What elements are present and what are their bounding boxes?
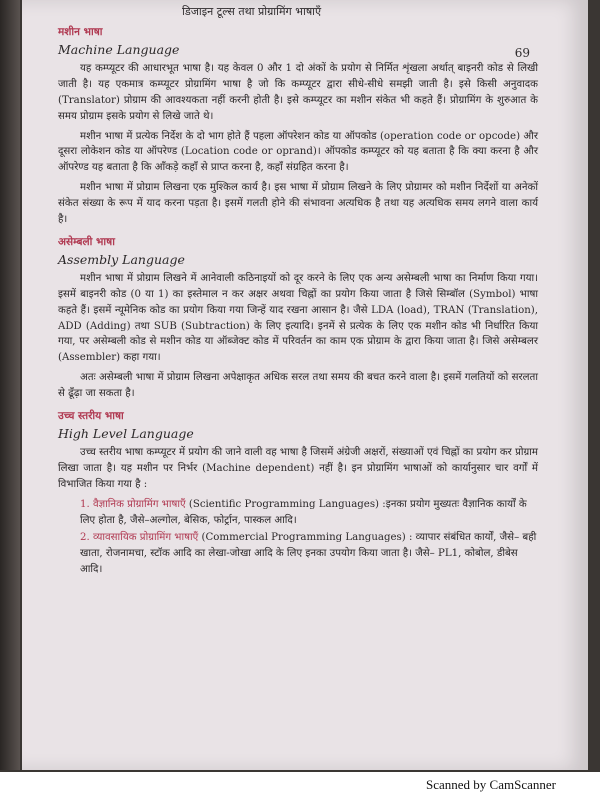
section-hindi-title: मशीन भाषा bbox=[58, 26, 103, 38]
paragraph: यह कम्प्यूटर की आधारभूत भाषा है। यह केवल 0 और 1 दो अंकों के प्रयोग से निर्मित शृंखला अर्थात् बाइनरी कोड से लिखी जाती है। यह एकमात्र कम्प्यूटर प्रोग्रामिंग भाषा है जो कि कम्प्यूटर द्वारा सीधे-सीधे समझी जाती है। इसे किसी अनुवादक (Translator) प्रोग्राम की आवश्यकता नहीं करनी होती है। इसे कम्प्यूटर का मशीन संकेत भी कहते हैं। प्रोग्रामिंग के शुरुआत के समय प्रोग्राम इसके प्रयोग से लिखे जाते थे। bbox=[58, 62, 538, 122]
section-hindi-title: असेम्बली भाषा bbox=[58, 235, 115, 248]
page-content bbox=[58, 18, 538, 580]
paragraph: अतः असेम्बली भाषा में प्रोग्राम लिखना अपेक्षाकृत अधिक सरल तथा समय की बचत करने वाला है। इसमें गलतियों को सरलता से ढूँढ़ा जा सकता है। bbox=[58, 372, 538, 400]
section-english-title: High Level Language bbox=[58, 426, 194, 442]
section-english-title: Assembly Language bbox=[58, 252, 185, 268]
book-page bbox=[22, 0, 588, 770]
paragraph: मशीन भाषा में प्रत्येक निर्देश के दो भाग होते हैं पहला ऑपरेशन कोड या ऑपकोड (operation code or opcode) और दूसरा लोकेशन कोड या ऑपरेण्ड (Location code or oprand)। ऑपकोड कम्प्यूटर को यह बताता है कि क्या करना है और ऑपरेण्ड यह बताता है कि आँकड़े कहाँ से प्राप्त करना है, कहाँ संग्रहित करना है। bbox=[58, 130, 538, 174]
running-header: डिजाइन टूल्स तथा प्रोग्रामिंग भाषाएँ bbox=[182, 5, 322, 18]
scanner-watermark: Scanned by CamScanner bbox=[420, 776, 562, 794]
section-assembly-language bbox=[58, 234, 538, 402]
book-spine bbox=[0, 0, 20, 770]
list-item bbox=[80, 497, 538, 529]
section-english-title: Machine Language bbox=[58, 42, 180, 58]
paragraph: मशीन भाषा में प्रोग्राम लिखना एक मुश्किल कार्य है। इस भाषा में प्रोग्राम लिखने के लिए प्रोग्रामर को मशीन निर्देशों या अनेकों संकेत संख्या के रूप में याद करना पड़ता है। इसमें गलती होने की संभावना अत्यधिक है तथा यह अत्यधिक समय लगने वाला कार्य है। bbox=[58, 182, 538, 226]
language-category-list bbox=[80, 497, 538, 579]
paragraph: उच्च स्तरीय भाषा कम्प्यूटर में प्रयोग की जाने वाली वह भाषा है जिसमें अंग्रेजी अक्षरों, संख्याओं एवं चिह्नों का प्रयोग कर प्रोग्राम लिखा जाता है। यह मशीन पर निर्भर (Machine dependent) नहीं है। इन प्रोग्रामिंग भाषाओं को कार्यानुसार चार वर्गों में विभाजित किया गया है : bbox=[58, 446, 538, 490]
section-high-level-language bbox=[58, 408, 538, 578]
page-number: 69 bbox=[514, 46, 530, 60]
list-item-title: 2. व्यावसायिक प्रोग्रामिंग भाषाएँ bbox=[80, 532, 199, 544]
list-item-text: (Commercial Programming Languages) : व्यापार संबंधित कार्यों, जैसे– बही खाता, रोजनामचा, स्टॉक आदि का लेखा-जोखा आदि के लिए इनका उपयोग किया जाता है। जैसे– PL1, कोबोल, डीबेस आदि। bbox=[80, 532, 537, 576]
list-item bbox=[80, 530, 538, 578]
section-machine-language bbox=[58, 24, 538, 228]
section-hindi-title: उच्च स्तरीय भाषा bbox=[58, 410, 124, 423]
list-item-text: (Scientific Programming Languages) :इनका प्रयोग मुख्यतः वैज्ञानिक कार्यों के लिए होता है, जैसे–अल्गोल, बेसिक, फोर्ट्रान, पास्कल आदि। bbox=[80, 498, 527, 526]
paragraph: मशीन भाषा में प्रोग्राम लिखने में आनेवाली कठिनाइयों को दूर करने के लिए एक अन्य असेम्बली भाषा का निर्माण किया गया। इसमें बाइनरी कोड (0 या 1) का इस्तेमाल न कर अक्षर अथवा चिह्नों का प्रयोग किया जाता है जिसे सिम्बॉल (Symbol) भाषा कहते हैं। इसमें न्यूमेनिक कोड का प्रयोग किया गया जिन्हें याद रखना आसान है। जैसे LDA (load), TRAN (Translation), ADD (Adding) तथा SUB (Subtraction) के लिए इत्यादि। इनमें से प्रत्येक के लिए एक मशीन कोड भी निर्धारित किया गया, पर असेम्बली कोड से मशीन कोड या ऑब्जेक्ट कोड में परिवर्तन का काम एक प्रोग्राम के द्वारा किया जाता है। जिसे असेम्बलर (Assembler) कहा गया। bbox=[58, 272, 538, 364]
list-item-title: 1. वैज्ञानिक प्रोग्रामिंग भाषाएँ bbox=[80, 498, 186, 510]
